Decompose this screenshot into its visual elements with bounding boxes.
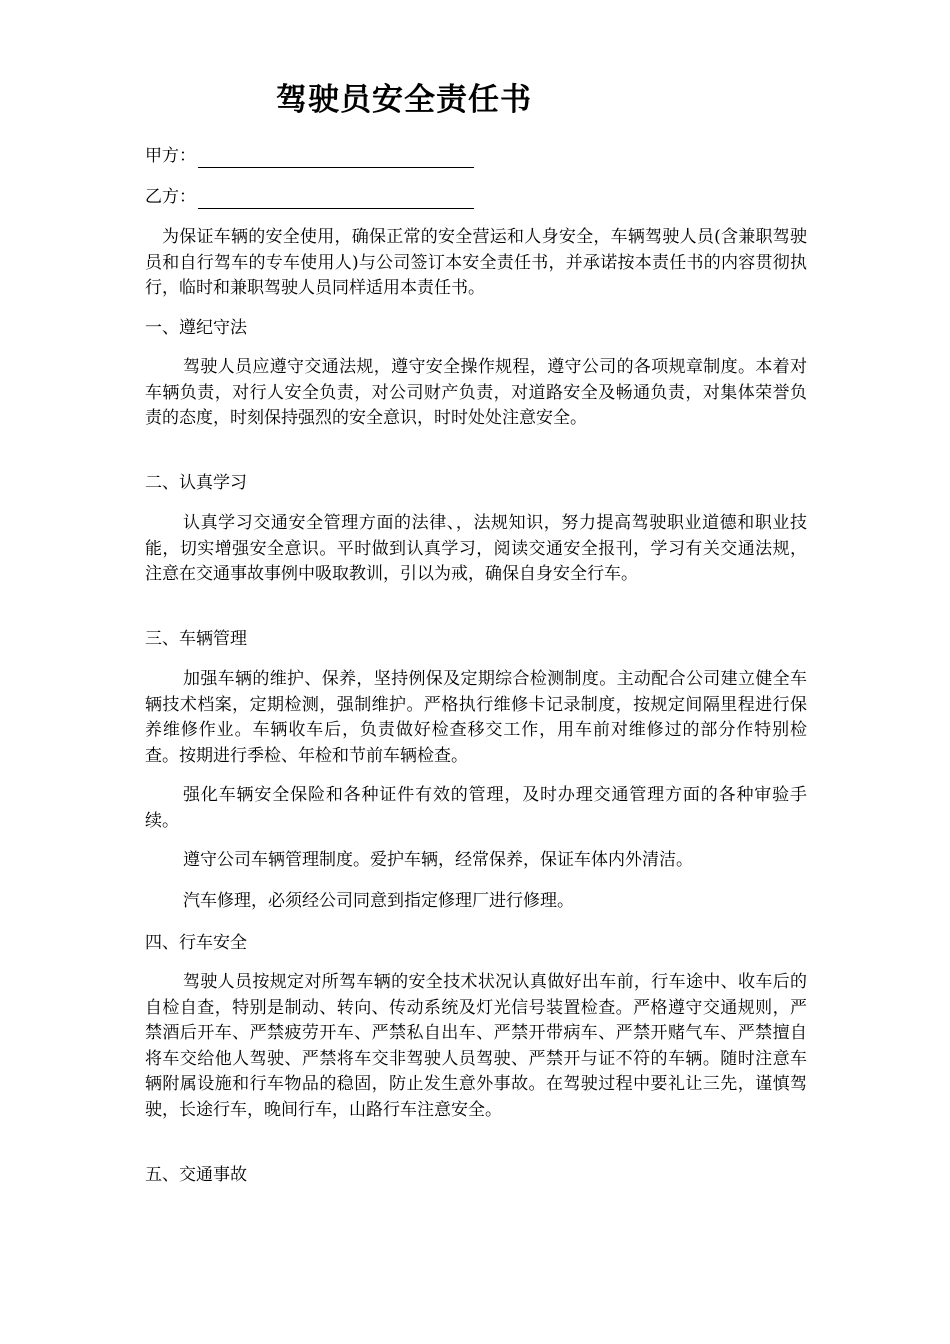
document-title: 驾驶员安全责任书 xyxy=(276,82,532,118)
party-a-line xyxy=(145,144,474,168)
section-heading: 五、交通事故 xyxy=(145,1165,247,1185)
party-b-blank xyxy=(198,190,474,209)
section-paragraph: 认真学习交通安全管理方面的法律、，法规知识，努力提高驾驶职业道德和职业技能，切实增强安全意识。平时做到认真学习，阅读交通安全报刊，学习有关交通法规，注意在交通事故事例中吸取教训，引以为戒，确保自身安全行车。 xyxy=(145,513,807,584)
section-heading: 一、遵纪守法 xyxy=(145,318,247,338)
party-a-blank xyxy=(198,149,474,168)
section-paragraph: 驾驶人员应遵守交通法规，遵守安全操作规程，遵守公司的各项规章制度。本着对车辆负责，对行人安全负责，对公司财产负责，对道路安全及畅通负责，对集体荣誉负责的态度，时刻保持强烈的安全意识，时时处处注意安全。 xyxy=(145,357,807,428)
section-paragraph: 加强车辆的维护、保养，坚持例保及定期综合检测制度。主动配合公司建立健全车辆技术档案，定期检测，强制维护。严格执行维修卡记录制度，按规定间隔里程进行保养维修作业。车辆收车后，负责做好检查移交工作，用车前对维修过的部分作特别检查。按期进行季检、年检和节前车辆检查。 xyxy=(145,669,807,766)
section-heading: 三、车辆管理 xyxy=(145,629,247,649)
party-b-label: 乙方： xyxy=(145,187,196,207)
party-b-line xyxy=(145,185,474,209)
section-paragraph: 强化车辆安全保险和各种证件有效的管理，及时办理交通管理方面的各种审验手续。 xyxy=(145,785,807,831)
section-heading: 四、行车安全 xyxy=(145,933,247,953)
party-a-label: 甲方： xyxy=(145,146,196,166)
section-paragraph: 遵守公司车辆管理制度。爱护车辆，经常保养，保证车体内外清洁。 xyxy=(183,850,693,870)
section-paragraph: 汽车修理，必须经公司同意到指定修理厂进行修理。 xyxy=(183,891,574,911)
intro-paragraph: 为保证车辆的安全使用，确保正常的安全营运和人身安全，车辆驾驶人员(含兼职驾驶员和自行驾车的专车使用人)与公司签订本安全责任书，并承诺按本责任书的内容贯彻执行，临时和兼职驾驶人员同样适用本责任书。 xyxy=(145,227,807,298)
section-heading: 二、认真学习 xyxy=(145,473,247,493)
section-paragraph: 驾驶人员按规定对所驾车辆的安全技术状况认真做好出车前，行车途中、收车后的自检自查，特别是制动、转向、传动系统及灯光信号装置检查。严格遵守交通规则，严禁酒后开车、严禁疲劳开车、严禁私自出车、严禁开带病车、严禁开赌气车、严禁擅自将车交给他人驾驶、严禁将车交非驾驶人员驾驶、严禁开与证不符的车辆。随时注意车辆附属设施和行车物品的稳固，防止发生意外事故。在驾驶过程中要礼让三先，谨慎驾驶，长途行车，晚间行车，山路行车注意安全。 xyxy=(145,972,807,1120)
